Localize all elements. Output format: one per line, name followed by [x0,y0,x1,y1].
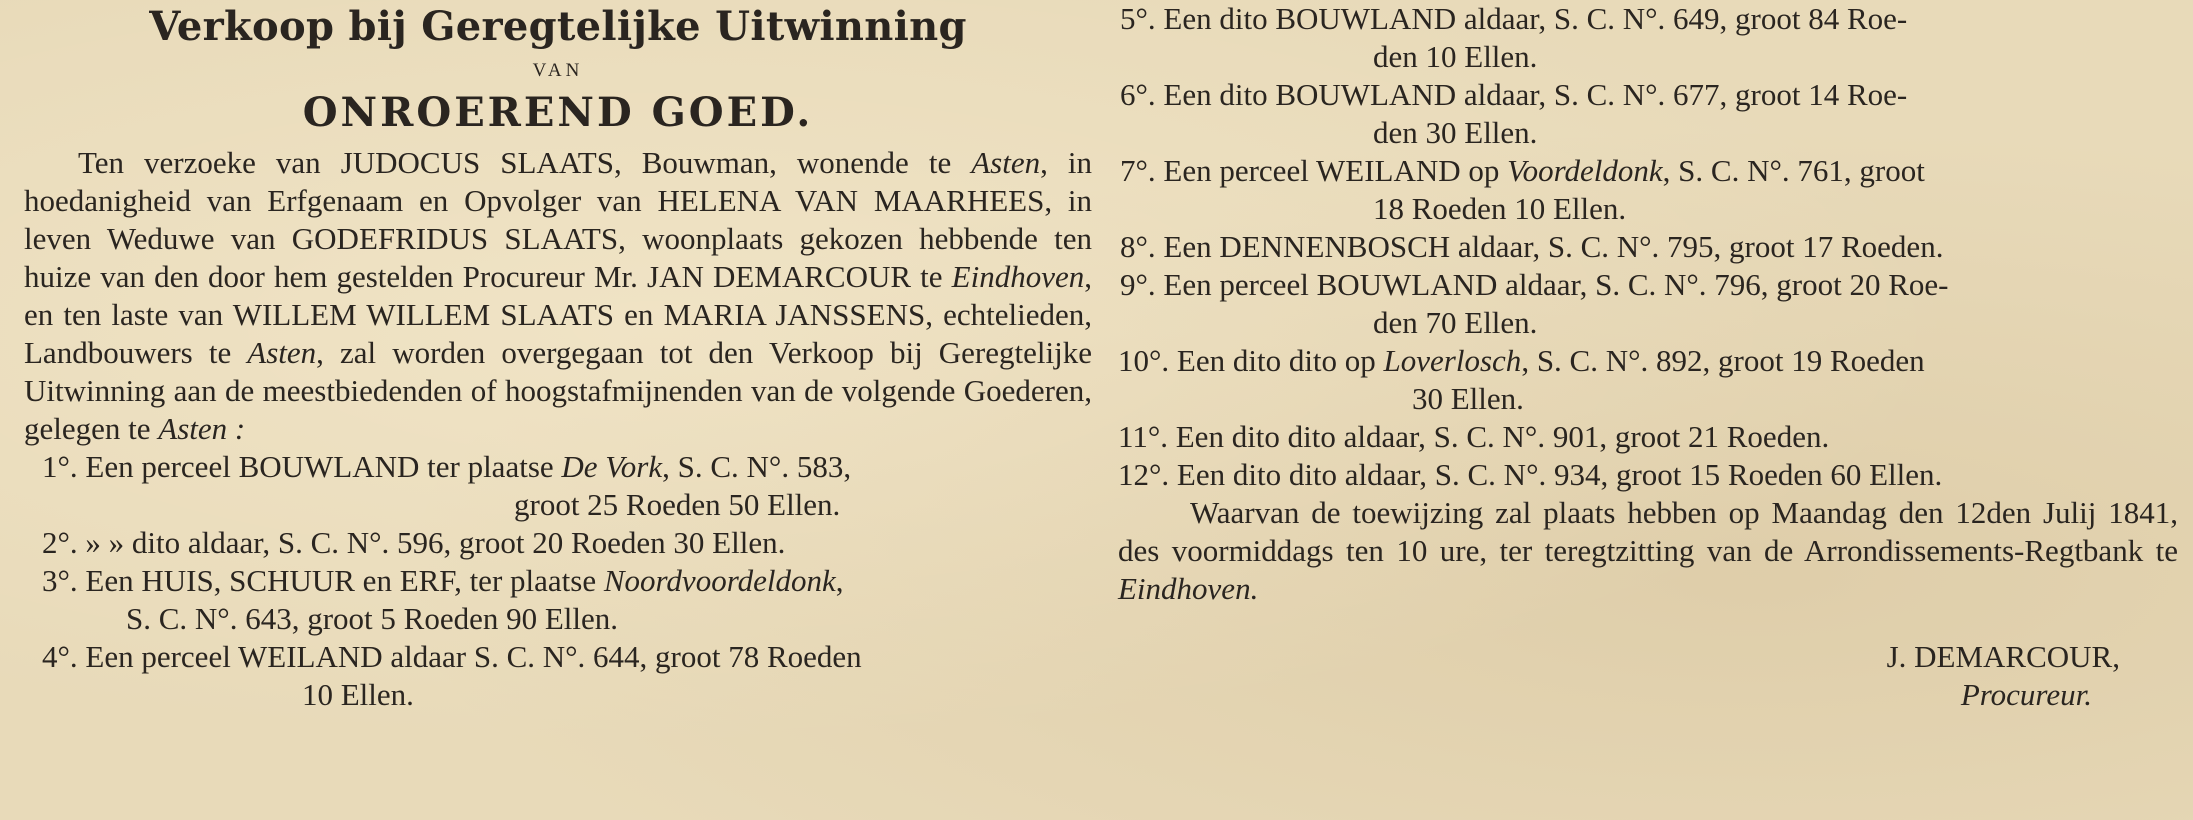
lot-10-line-2: 30 Ellen. [1412,381,1524,416]
lot-7-place: Voordeldonk [1507,153,1663,188]
lot-10-place: Loverlosch [1383,343,1522,378]
notice-heading: ONROEREND GOED. [302,89,814,136]
intro-paragraph [24,144,1092,448]
lot-6-line-1: 6°. Een dito BOUWLAND aldaar, S. C. N°. 677, groot 14 Roe- [1120,77,1908,112]
lot-2-line-1: 2°. » » dito aldaar, S. C. N°. 596, groot 20 Roeden 30 Ellen. [42,525,786,560]
closing-paragraph [1118,494,2178,608]
lot-12-line-1: 12°. Een dito dito aldaar, S. C. N°. 934, groot 15 Roeden 60 Ellen. [1118,457,1943,492]
lot-1-text-a: 1°. Een perceel BOUWLAND ter plaatse [42,449,562,484]
lot-11-line-1: 11°. Een dito dito aldaar, S. C. N°. 901, groot 21 Roeden. [1118,419,1830,454]
notice-title: Verkoop bij Geregtelijke Uitwinning [149,3,967,50]
intro-text-4: , zal worden overgegaan tot den Verkoop bij Geregtelijke Uitwinning aan de meestbiedenden of hoogstafmijnenden van de volgende Goederen, gelegen te [24,335,1092,446]
lot-7-line-2: 18 Roeden 10 Ellen. [1373,191,1627,226]
lot-5 [1118,0,2178,76]
lot-11 [1118,418,2178,456]
lot-10-text-b: , S. C. N°. 892, groot 19 Roeden [1521,343,1925,378]
intro-place-1: Asten [971,145,1041,180]
lot-3-place: Noordvoordeldonk [603,563,836,598]
lot-7 [1118,152,2178,228]
lot-8 [1118,228,2178,266]
lot-8-line-1: 8°. Een DENNENBOSCH aldaar, S. C. N°. 795, groot 17 Roeden. [1120,229,1944,264]
lot-5-line-2: den 10 Ellen. [1373,39,1538,74]
lot-7-text-a: 7°. Een perceel WEILAND op [1120,153,1508,188]
lot-10-text-a: 10°. Een dito dito op [1118,343,1384,378]
lot-1-line-2: groot 25 Roeden 50 Ellen. [514,487,841,522]
lot-3-text-b: , [835,563,844,598]
closing-text: Waarvan de toewijzing zal plaats hebben op Maandag den 12den Julij 1841, des voormiddags ten 10 ure, ter teregtzitting van de Arrondissements-Regtbank te [1118,495,2178,568]
lot-3-line-2: S. C. N°. 643, groot 5 Roeden 90 Ellen. [126,601,619,636]
lot-12 [1118,456,2178,494]
lot-4-line-2: 10 Ellen. [302,677,414,712]
lot-3 [24,562,1092,638]
left-column [24,0,1092,714]
lot-9-line-2: den 70 Ellen. [1373,305,1538,340]
lot-2 [24,524,1092,562]
intro-place-4: Asten : [158,411,246,446]
signature-name: J. DEMARCOUR, [1886,639,2120,674]
lot-1-place: De Vork [561,449,663,484]
lot-7-text-b: , S. C. N°. 761, groot [1662,153,1925,188]
lot-10 [1118,342,2178,418]
lot-5-line-1: 5°. Een dito BOUWLAND aldaar, S. C. N°. 649, groot 84 Roe- [1120,1,1908,36]
right-column [1118,0,2178,714]
notice-van: VAN [532,60,584,81]
intro-text-1: Ten verzoeke van JUDOCUS SLAATS, Bouwman, wonende te [78,145,972,180]
lot-6-line-2: den 30 Ellen. [1373,115,1538,150]
lot-9-line-1: 9°. Een perceel BOUWLAND aldaar, S. C. N°. 796, groot 20 Roe- [1120,267,1949,302]
closing-place: Eindhoven. [1118,571,1259,606]
intro-text-2: , in hoedanigheid van Erfgenaam en Opvolger van HELENA VAN MAARHEES, in leven Weduwe van GODEFRIDUS SLAATS, woonplaats gekozen hebbende ten huize van den door hem gestelden Procureur Mr. JAN DEMARCOUR te [24,145,1092,294]
intro-place-2: Eindhoven [951,259,1085,294]
lot-6 [1118,76,2178,152]
intro-text-3: , en ten laste van WILLEM WILLEM SLAATS en MARIA JANSSENS, echtelieden, Landbouwers te [24,259,1092,370]
lot-1 [24,448,1092,524]
intro-place-3: Asten [247,335,317,370]
lot-1-text-b: , S. C. N°. 583, [662,449,852,484]
lot-4 [24,638,1092,714]
lot-4-line-1: 4°. Een perceel WEILAND aldaar S. C. N°. 644, groot 78 Roeden [42,639,862,674]
lot-9 [1118,266,2178,342]
lot-3-text-a: 3°. Een HUIS, SCHUUR en ERF, ter plaatse [42,563,604,598]
signature-title: Procureur. [1960,677,2092,712]
